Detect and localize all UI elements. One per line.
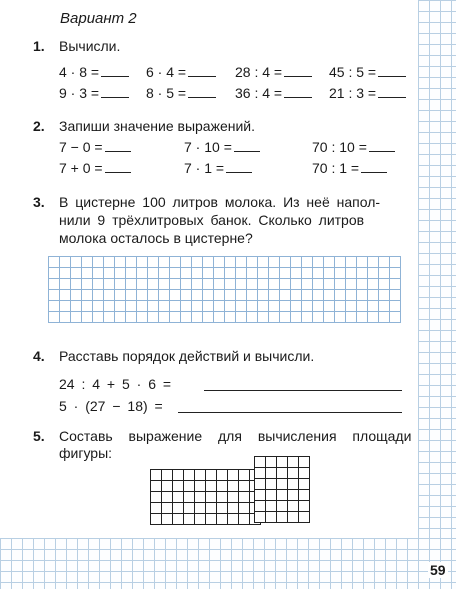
task-3-number: 3. xyxy=(33,194,45,210)
task-2-expr-2: 7 · 10 = xyxy=(184,139,260,155)
task-1-expr-4: 45 : 5 = xyxy=(329,64,406,80)
task-1-expr-6: 8 · 5 = xyxy=(146,85,216,101)
figure-left-block xyxy=(150,469,261,525)
task-2-expr-6: 70 : 1 = xyxy=(312,160,387,176)
task-3-line-3: молока осталось в цистерне? xyxy=(59,230,253,246)
variant-heading: Вариант 2 xyxy=(60,10,137,27)
task-1-title: Вычисли. xyxy=(59,38,121,54)
task-2-expr-4: 7 + 0 = xyxy=(59,160,131,176)
task-2-expr-5: 7 · 1 = xyxy=(184,160,252,176)
margin-grid-bottom xyxy=(0,538,456,589)
task-1-expr-1: 4 · 8 = xyxy=(59,64,129,80)
answer-grid[interactable] xyxy=(48,256,401,323)
task-5-line-2: фигуры: xyxy=(59,445,113,461)
task-3-line-2: нили 9 трёхлитровых банок. Сколько литров xyxy=(59,212,365,228)
figure-right-block xyxy=(254,456,310,523)
task-1-number: 1. xyxy=(33,38,45,54)
task-4-expr-1: 24 : 4 + 5 · 6 = xyxy=(59,376,172,392)
task-2-number: 2. xyxy=(33,118,45,134)
margin-grid-right xyxy=(418,0,456,589)
task-2-title: Запиши значение выражений. xyxy=(59,118,256,134)
task-3-line-1: В цистерне 100 литров молока. Из неё напол- xyxy=(59,194,381,210)
task-1-expr-3: 28 : 4 = xyxy=(235,64,312,80)
task-1-expr-2: 6 · 4 = xyxy=(146,64,216,80)
task-5-number: 5. xyxy=(33,428,45,444)
task-4-title: Расставь порядок действий и вычисли. xyxy=(59,348,315,364)
task-5-line-1: Составь выражение для вычисления площади xyxy=(59,428,412,444)
task-2-expr-3: 70 : 10 = xyxy=(312,139,395,155)
task-1-expr-5: 9 · 3 = xyxy=(59,85,129,101)
task-2-expr-1: 7 − 0 = xyxy=(59,139,131,155)
task-4-answer-line-2[interactable] xyxy=(178,412,402,413)
task-1-expr-7: 36 : 4 = xyxy=(235,85,312,101)
task-4-answer-line-1[interactable] xyxy=(204,390,402,391)
task-1-expr-8: 21 : 3 = xyxy=(329,85,406,101)
page-number: 59 xyxy=(430,562,446,578)
task-4-expr-2: 5 · (27 − 18) = xyxy=(59,398,163,414)
task-4-number: 4. xyxy=(33,348,45,364)
